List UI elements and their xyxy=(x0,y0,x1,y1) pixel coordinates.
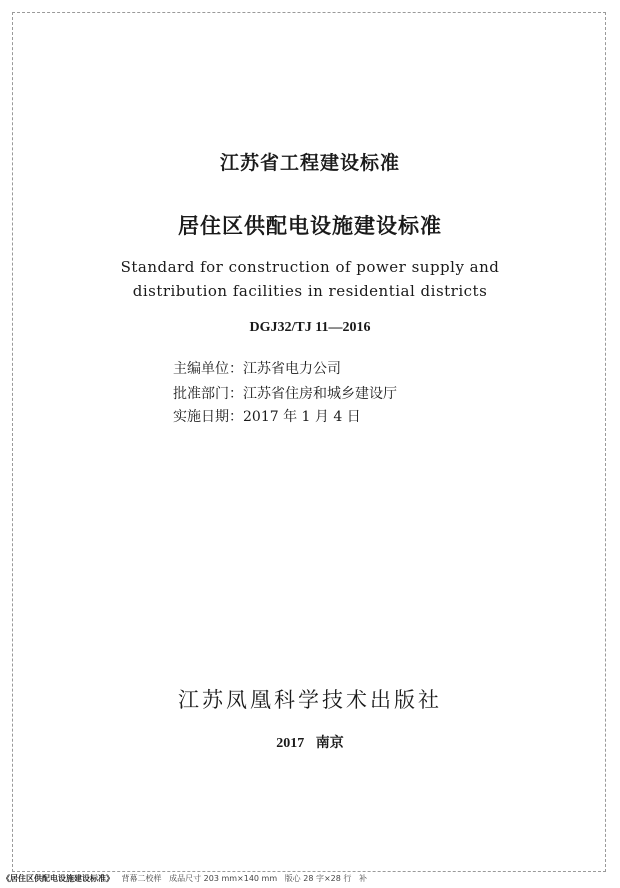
publisher-name: 江苏凤凰科学技术出版社 xyxy=(178,688,442,712)
footer-proof-stage: 背幕二校样 xyxy=(121,874,162,883)
publication-year: 2017 xyxy=(276,736,305,751)
footer-trim-size: 成品尺寸 203 mm×140 mm xyxy=(169,874,278,883)
standard-code: DGJ32/TJ 11—2016 xyxy=(249,320,371,335)
footer-type-area: 版心 28 字×28 行 xyxy=(284,874,352,883)
document-title-english-line-1: Standard for construction of power supply and xyxy=(120,258,500,276)
approving-department: 批准部门：江苏省住房和城乡建设厅 xyxy=(173,386,397,402)
publication-line xyxy=(0,732,620,752)
series-title: 江苏省工程建设标准 xyxy=(219,152,400,174)
effective-date: 实施日期：2017 年 1 月 4 日 xyxy=(173,409,361,425)
footer-book-title: 《居住区供配电设施建设标准》 xyxy=(2,874,114,883)
document-title-chinese: 居住区供配电设施建设标准 xyxy=(178,214,442,238)
footer-extra: 补 xyxy=(358,874,367,883)
editor-unit: 主编单位：江苏省电力公司 xyxy=(173,361,341,377)
document-title-english-line-2: distribution facilities in residential districts xyxy=(132,282,488,300)
print-footer xyxy=(2,873,372,884)
publication-city: 南京 xyxy=(315,736,344,751)
